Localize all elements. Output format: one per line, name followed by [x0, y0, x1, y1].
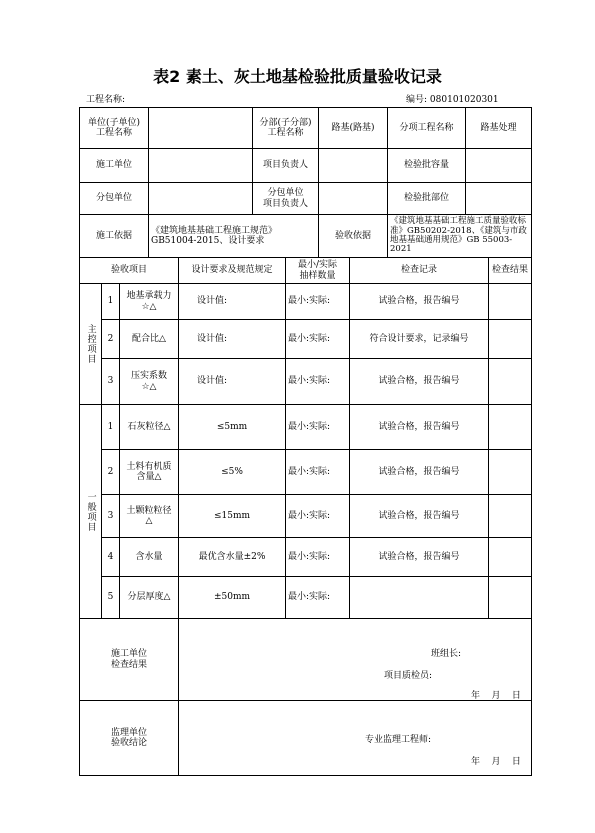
general-group-label: 一般项目: [85, 491, 96, 532]
batch-capacity-label: 检验批容量: [403, 160, 449, 171]
item-record[interactable]: 符合设计要求，记录编号: [369, 333, 469, 344]
item-name: 配合比△: [132, 333, 166, 344]
division-value[interactable]: 路基(路基): [331, 122, 375, 133]
item-number: 3: [107, 376, 114, 387]
page-title: 表2 素土、灰土地基检验批质量验收记录: [153, 67, 442, 86]
item-sampling[interactable]: 最小: 实际:: [288, 296, 331, 307]
item-number: 1: [107, 421, 114, 432]
item-record[interactable]: 试验合格，报告编号: [378, 376, 460, 387]
item-design: 设计值:: [197, 333, 228, 344]
team-leader-label: 班组长:: [431, 649, 462, 659]
item-number: 5: [107, 592, 114, 603]
subitem-value[interactable]: 路基处理: [480, 122, 517, 133]
project-name-label: 工程名称:: [86, 95, 126, 105]
item-name: 含水量: [135, 551, 163, 562]
col-header-design: 设计要求及规范规定: [191, 265, 273, 276]
item-design: 设计值:: [197, 376, 228, 387]
item-name: 分层厚度△: [127, 592, 171, 603]
construction-basis-value: 《建筑地基基础工程施工规范》 GB51004-2015、设计要求: [151, 225, 278, 246]
batch-location-label: 检验批部位: [403, 193, 449, 204]
acceptance-basis-value: 《建筑地基基础工程施工质量验收标准》GB50202-2018、《建筑与市政地基基础通用规范》GB 55003-2021: [390, 216, 527, 255]
construction-unit-label: 施工单位: [95, 160, 132, 171]
item-result[interactable]: [489, 405, 531, 449]
item-record[interactable]: 试验合格，报告编号: [378, 466, 460, 477]
item-number: 1: [107, 296, 114, 307]
subitem-label: 分项工程名称: [399, 122, 454, 133]
item-sampling[interactable]: 最小: 实际:: [288, 421, 331, 432]
main-group-label: 主控项目: [85, 324, 96, 364]
item-name: 石灰粒径△: [127, 421, 171, 432]
item-result[interactable]: [489, 320, 531, 358]
item-number: 2: [107, 466, 114, 477]
col-header-record: 检查记录: [400, 265, 437, 276]
item-number: 3: [107, 510, 114, 521]
construction-unit-value[interactable]: [149, 149, 252, 182]
item-result[interactable]: [489, 450, 531, 494]
construction-check-label: 施工单位 检查结果: [110, 649, 147, 670]
project-manager-value[interactable]: [319, 149, 387, 182]
subcontract-manager-label: 分包单位 项目负责人: [262, 188, 308, 209]
item-number: 4: [107, 551, 114, 562]
item-name: 土料有机质 含量△: [126, 461, 172, 482]
division-label: 分部(子分部) 工程名称: [259, 117, 312, 138]
item-result[interactable]: [489, 577, 531, 618]
item-result[interactable]: [489, 359, 531, 404]
subcontract-manager-value[interactable]: [319, 183, 387, 214]
subcontract-unit-label: 分包单位: [95, 193, 132, 204]
supervision-date: 年 月 日: [471, 757, 521, 767]
construction-check-date: 年 月 日: [471, 691, 521, 701]
item-sampling[interactable]: 最小: 实际:: [288, 333, 331, 344]
item-name: 地基承载力 ☆△: [126, 291, 172, 312]
item-record[interactable]: 试验合格，报告编号: [378, 421, 460, 432]
item-sampling[interactable]: 最小: 实际:: [288, 466, 331, 477]
acceptance-basis-label: 验收依据: [334, 230, 371, 241]
item-design: ≤5%: [221, 466, 243, 477]
supervising-engineer-label: 专业监理工程师:: [365, 735, 432, 745]
unit-project-value[interactable]: [149, 108, 252, 148]
item-record[interactable]: 试验合格，报告编号: [378, 296, 460, 307]
item-sampling[interactable]: 最小: 实际:: [288, 592, 331, 603]
serial-number: [406, 92, 499, 105]
serial-label: 编号:: [406, 95, 428, 105]
item-design: ≤5mm: [216, 421, 248, 432]
col-header-sampling: 最小/实际 抽样数量: [297, 260, 338, 281]
serial-value: 080101020301: [429, 95, 499, 105]
col-header-item: 验收项目: [110, 265, 147, 276]
quality-inspector-label: 项目质检员:: [384, 671, 433, 681]
item-design: ≤15mm: [213, 510, 251, 521]
item-result[interactable]: [489, 284, 531, 319]
item-design: 设计值:: [197, 296, 228, 307]
item-record[interactable]: 试验合格，报告编号: [378, 510, 460, 521]
project-manager-label: 项目负责人: [262, 160, 308, 171]
item-record[interactable]: [350, 577, 488, 618]
item-name: 土颗粒粒径 △: [126, 505, 172, 526]
col-header-result: 检查结果: [491, 265, 528, 276]
batch-location-value[interactable]: [466, 183, 531, 214]
construction-basis-label: 施工依据: [95, 230, 132, 241]
supervision-label: 监理单位 验收结论: [110, 727, 147, 748]
item-result[interactable]: [489, 495, 531, 537]
item-name: 压实系数 ☆△: [130, 371, 167, 392]
item-sampling[interactable]: 最小: 实际:: [288, 551, 331, 562]
item-number: 2: [107, 333, 114, 344]
item-sampling[interactable]: 最小: 实际:: [288, 510, 331, 521]
item-sampling[interactable]: 最小: 实际:: [288, 376, 331, 387]
item-result[interactable]: [489, 538, 531, 576]
item-design: 最优含水量±2%: [198, 551, 266, 562]
item-design: ±50mm: [213, 592, 251, 603]
batch-capacity-value[interactable]: [466, 149, 531, 182]
subcontract-unit-value[interactable]: [149, 183, 252, 214]
unit-project-label: 单位(子单位) 工程名称: [87, 117, 141, 138]
item-record[interactable]: 试验合格，报告编号: [378, 551, 460, 562]
